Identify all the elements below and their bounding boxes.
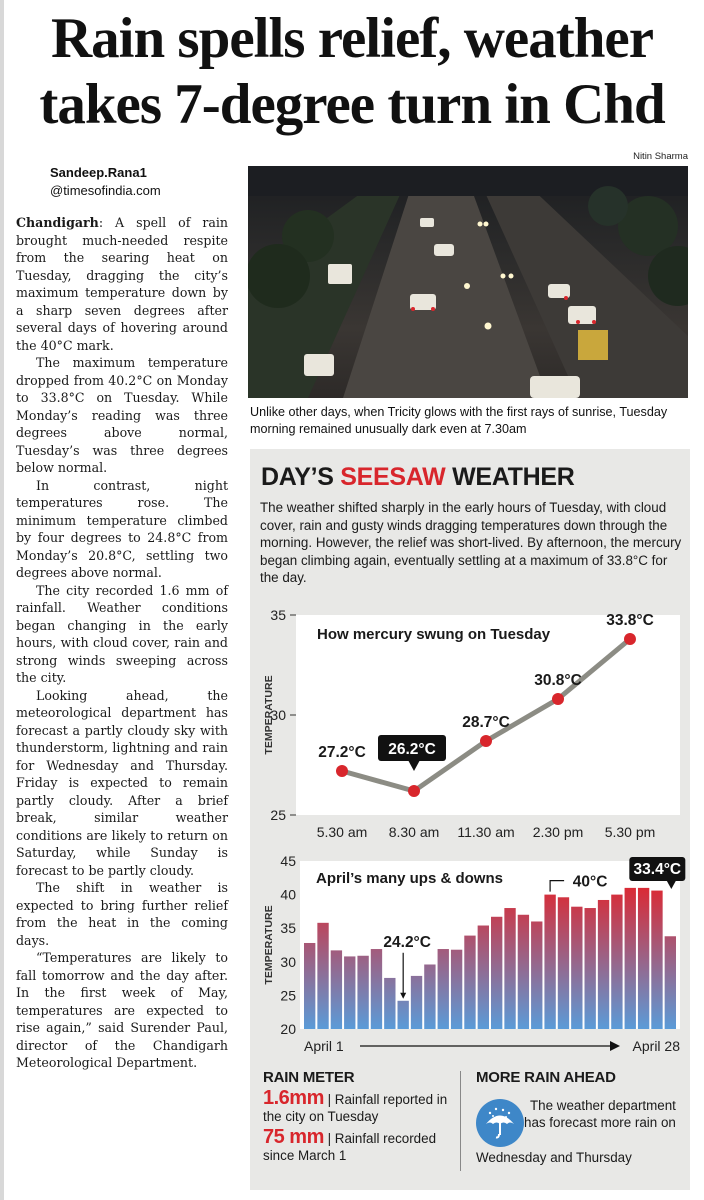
headline-line-2: takes 7-degree turn in Chd — [39, 73, 665, 136]
chart2-bar — [464, 936, 475, 1029]
chart1-data-point — [552, 693, 564, 705]
section-divider — [460, 1071, 461, 1171]
chart1-data-point — [624, 633, 636, 645]
chart2-bar — [344, 956, 355, 1029]
chart2-x-start-label: April 1 — [304, 1038, 344, 1054]
chart2-x-arrow-head — [610, 1041, 620, 1051]
article-paragraph: In contrast, night temperatures rose. The minimum temperature climbed by four degrees to 24.8°C from Monday’s 20.8°C, settling two degrees above normal. — [16, 477, 228, 580]
chart2-bar — [384, 978, 395, 1029]
article-body — [16, 214, 228, 1072]
chart2-bar — [317, 923, 328, 1029]
chart2-bar — [451, 950, 462, 1029]
chart2-bar — [665, 936, 676, 1029]
photo-caption: Unlike other days, when Tricity glows with the first rays of sunrise, Tuesday morning remained unusually dark even at 7.30am — [250, 405, 668, 436]
chart2-bar — [531, 921, 542, 1029]
chart2-bar — [611, 895, 622, 1029]
chart2-x-end-label: April 28 — [632, 1038, 680, 1054]
more-rain-heading: MORE RAIN AHEAD — [476, 1069, 616, 1086]
article-paragraph: The shift in weather is expected to bring further relief from the heat in the coming days. — [16, 880, 228, 948]
chart1-xtick-label: 5.30 am — [316, 824, 368, 840]
byline-name: Sandeep.Rana1 — [50, 165, 147, 180]
chart2-bar — [598, 900, 609, 1029]
chart2-ytick-label: 30 — [280, 953, 296, 970]
rain-meter-row-1: 1.6mm | Rainfall reported in the city on Tuesday — [263, 1087, 448, 1124]
chart2-ytick-label: 40 — [280, 886, 296, 903]
dateline: Chandigarh — [16, 215, 99, 230]
chart2-ytick-label: 20 — [280, 1021, 296, 1037]
article-paragraph: Looking ahead, the meteorological department has forecast a partly cloudy sky with thunderstorm, lightning and rain for Wednesday and Thursday. Friday is expected to remain partly cloudy. After a brief break, similar weather conditions are likely to return on Saturday, while Sunday is forecast to be partly cloudy. — [16, 687, 228, 878]
chart1-ytick-label: 30 — [270, 707, 286, 723]
chart1-title: How mercury swung on Tuesday — [317, 626, 551, 643]
chart2-bar — [504, 908, 515, 1029]
chart2-bar — [438, 949, 449, 1029]
chart1-data-point — [336, 765, 348, 777]
page-edge-rule — [0, 0, 4, 1200]
chart2-bar — [518, 915, 529, 1029]
chart2-annotation-label: 33.4°C — [633, 861, 682, 878]
chart2-annotation-label: 24.2°C — [383, 933, 431, 951]
chart1-xtick-label: 11.30 am — [457, 824, 515, 840]
headline-line-1: Rain spells relief, weather — [50, 7, 653, 70]
chart1-ytick-label: 35 — [270, 607, 286, 623]
chart2-ylabel: TEMPERATURE — [263, 905, 275, 985]
chart1-xtick-label: 8.30 am — [388, 824, 440, 840]
chart2-bar — [544, 895, 555, 1029]
chart2-bar — [478, 926, 489, 1029]
more-rain-text-1: The weather department has forecast more rain on — [524, 1098, 676, 1131]
chart2-bar — [398, 1001, 409, 1029]
chart2-bar — [585, 908, 596, 1029]
headline — [0, 6, 704, 138]
article-paragraph: “Temperatures are likely to fall tomorrow and the day after. In the first week of May, temperatures are expected to rise again,” said Surender Paul, director of the Chandigarh Meteorological Department. — [16, 950, 228, 1070]
chart2-bar — [558, 897, 569, 1029]
chart1-data-label: 28.7°C — [462, 714, 510, 731]
panel-title-accent: SEESAW — [340, 463, 446, 491]
chart2-bar — [304, 943, 315, 1029]
chart1-data-point — [408, 785, 420, 797]
chart2-bar — [651, 891, 662, 1029]
chart1-ylabel: TEMPERATURE — [263, 675, 275, 755]
panel-title: DAY’S SEESAW WEATHER — [261, 463, 575, 491]
chart2-bar — [571, 907, 582, 1029]
panel-intro: The weather shifted sharply in the early hours of Tuesday, with cloud cover, rain and gusty winds dragging temperatures down through the morning. However, the relief was short-lived. By afternoon, the mercury began climbing again, eventually settling at a maximum of 33.8°C for the day. — [260, 500, 682, 586]
chart1-xtick-label: 5.30 pm — [604, 824, 656, 840]
chart1-data-label: 27.2°C — [318, 744, 366, 761]
chart1-data-label: 26.2°C — [388, 741, 436, 758]
umbrella-rain-icon — [476, 1099, 524, 1147]
more-rain-text-2: Wednesday and Thursday — [476, 1150, 632, 1165]
bar-chart-april — [256, 855, 686, 1070]
news-photo — [248, 166, 688, 398]
chart2-ytick-label: 35 — [280, 920, 296, 937]
chart2-bar — [638, 888, 649, 1029]
article-paragraph: Chandigarh: A spell of rain brought much-needed respite from the searing heat on Tuesday, dragging the city’s maximum temperature down by a sharp seven degrees after several days of hovering around the 40°C mark. — [16, 215, 228, 353]
chart1-data-label: 33.8°C — [606, 612, 654, 629]
article-paragraph: The city recorded 1.6 mm of rainfall. Weather conditions began changing in the early hours, with cloud cover, rain and strong winds sweeping across the city. — [16, 582, 228, 685]
photo-credit: Nitin Sharma — [633, 151, 688, 162]
chart2-bar — [371, 949, 382, 1029]
chart2-bar — [625, 888, 636, 1029]
chart1-xtick-label: 2.30 pm — [532, 824, 584, 840]
chart1-data-point — [480, 735, 492, 747]
chart2-ytick-label: 45 — [280, 855, 296, 869]
chart2-bar — [357, 956, 368, 1029]
rain-meter-row-2: 75 mm | Rainfall recorded since March 1 — [263, 1126, 437, 1163]
night-traffic-road-illustration — [248, 166, 688, 398]
chart2-title: April’s many ups & downs — [316, 870, 503, 887]
chart2-annotation-label: 40°C — [572, 873, 608, 891]
byline-handle: @timesofindia.com — [50, 183, 161, 198]
rain-meter — [263, 1069, 453, 1164]
chart2-bar — [411, 976, 422, 1029]
chart2-bar — [424, 964, 435, 1029]
more-rain-ahead — [476, 1069, 686, 1165]
article-paragraph: The maximum temperature dropped from 40.2°C on Monday to 33.8°C on Tuesday. While Monday’s reading was three degrees above normal, Tuesday’s was three degrees below normal. — [16, 355, 228, 475]
chart1-ytick-label: 25 — [270, 807, 286, 823]
line-chart-tuesday — [256, 599, 686, 849]
chart2-ytick-label: 25 — [280, 987, 296, 1004]
rain-meter-value-1: 1.6mm — [263, 1087, 324, 1109]
infographic-panel — [250, 449, 690, 1190]
chart1-data-label: 30.8°C — [534, 672, 582, 689]
chart2-bar — [331, 950, 342, 1029]
byline — [50, 164, 230, 200]
chart2-bar — [491, 917, 502, 1029]
rain-meter-value-2: 75 mm — [263, 1126, 324, 1148]
rain-meter-heading: RAIN METER — [263, 1069, 355, 1086]
